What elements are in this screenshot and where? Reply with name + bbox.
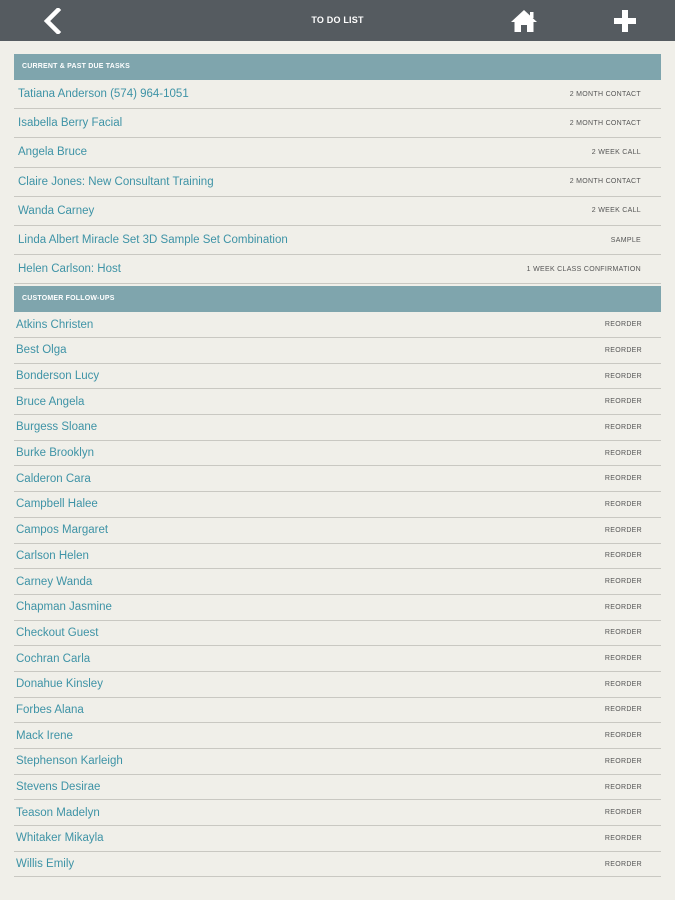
item-name: Calderon Cara <box>16 472 91 485</box>
followup-row[interactable] <box>14 492 661 518</box>
item-type-label: REORDER <box>604 398 642 406</box>
item-type-label: 2 MONTH CONTACT <box>569 90 641 98</box>
item-name: Donahue Kinsley <box>16 678 103 691</box>
item-type-label: SAMPLE <box>610 236 641 244</box>
top-navigation-bar <box>0 0 675 41</box>
followup-row[interactable] <box>14 698 661 724</box>
item-type-label: REORDER <box>604 372 642 380</box>
item-type-label: REORDER <box>604 680 642 688</box>
item-name: Angela Bruce <box>18 146 88 159</box>
item-type-label: REORDER <box>604 578 642 586</box>
item-type-label: REORDER <box>604 603 642 611</box>
item-type-label: 2 MONTH CONTACT <box>569 178 641 186</box>
item-type-label: REORDER <box>604 321 642 329</box>
followup-row[interactable] <box>14 364 661 390</box>
item-name: Claire Jones: New Consultant Training <box>18 175 214 188</box>
item-name: Whitaker Mikayla <box>16 832 104 845</box>
item-type-label: REORDER <box>604 475 642 483</box>
item-type-label: 2 WEEK CALL <box>591 207 641 215</box>
item-name: Willis Emily <box>16 858 75 871</box>
task-row[interactable] <box>14 168 661 197</box>
followup-row[interactable] <box>14 646 661 672</box>
item-name: Checkout Guest <box>16 626 99 639</box>
item-name: Bonderson Lucy <box>16 370 100 383</box>
item-type-label: REORDER <box>604 732 642 740</box>
item-name: Helen Carlson: Host <box>18 263 121 276</box>
followup-row[interactable] <box>14 415 661 441</box>
item-type-label: REORDER <box>604 860 642 868</box>
task-row[interactable] <box>14 226 661 255</box>
item-type-label: REORDER <box>604 552 642 560</box>
item-type-label: 2 WEEK CALL <box>591 148 641 156</box>
item-name: Campos Margaret <box>16 524 109 537</box>
followup-row[interactable] <box>14 441 661 467</box>
followup-row[interactable] <box>14 621 661 647</box>
followup-row[interactable] <box>14 852 661 878</box>
followup-row[interactable] <box>14 518 661 544</box>
item-name: Campbell Halee <box>16 498 98 511</box>
section-header-followups: CUSTOMER FOLLOW-UPS <box>14 286 661 312</box>
followup-row[interactable] <box>14 800 661 826</box>
item-name: Carney Wanda <box>16 575 93 588</box>
item-type-label: REORDER <box>604 834 642 842</box>
section-header-tasks: CURRENT & PAST DUE TASKS <box>14 54 661 80</box>
page-title: TO DO LIST <box>311 15 364 25</box>
item-name: Mack Irene <box>16 729 73 742</box>
item-name: Burgess Sloane <box>16 421 98 434</box>
plus-icon[interactable] <box>610 0 640 41</box>
followup-row[interactable] <box>14 544 661 570</box>
item-type-label: REORDER <box>604 706 642 714</box>
followup-row[interactable] <box>14 826 661 852</box>
item-name: Chapman Jasmine <box>16 601 112 614</box>
item-type-label: REORDER <box>604 449 642 457</box>
task-row[interactable] <box>14 255 661 284</box>
task-row[interactable] <box>14 80 661 109</box>
home-icon[interactable] <box>508 0 540 41</box>
item-type-label: REORDER <box>604 423 642 431</box>
followup-row[interactable] <box>14 723 661 749</box>
followup-row[interactable] <box>14 312 661 338</box>
task-row[interactable] <box>14 109 661 138</box>
item-name: Carlson Helen <box>16 549 89 562</box>
item-type-label: REORDER <box>604 526 642 534</box>
followup-row[interactable] <box>14 389 661 415</box>
item-type-label: REORDER <box>604 629 642 637</box>
followup-row[interactable] <box>14 775 661 801</box>
item-name: Wanda Carney <box>18 204 95 217</box>
item-name: Best Olga <box>16 344 67 357</box>
item-name: Cochran Carla <box>16 652 91 665</box>
item-name: Stephenson Karleigh <box>16 755 123 768</box>
item-name: Forbes Alana <box>16 703 84 716</box>
item-name: Atkins Christen <box>16 318 94 331</box>
main-content <box>0 41 675 877</box>
tasks-list <box>14 80 661 284</box>
followups-list <box>14 312 661 877</box>
task-row[interactable] <box>14 138 661 167</box>
task-row[interactable] <box>14 197 661 226</box>
followup-row[interactable] <box>14 672 661 698</box>
item-name: Linda Albert Miracle Set 3D Sample Set Combination <box>18 234 288 247</box>
item-name: Isabella Berry Facial <box>18 117 123 130</box>
item-type-label: REORDER <box>604 500 642 508</box>
item-name: Burke Brooklyn <box>16 447 94 460</box>
item-type-label: REORDER <box>604 346 642 354</box>
followup-row[interactable] <box>14 569 661 595</box>
followup-row[interactable] <box>14 466 661 492</box>
item-type-label: REORDER <box>604 809 642 817</box>
followup-row[interactable] <box>14 595 661 621</box>
item-name: Stevens Desirae <box>16 781 101 794</box>
item-type-label: 1 WEEK CLASS CONFIRMATION <box>526 265 641 273</box>
followup-row[interactable] <box>14 338 661 364</box>
item-type-label: REORDER <box>604 783 642 791</box>
item-name: Tatiana Anderson (574) 964-1051 <box>18 88 189 101</box>
item-type-label: 2 MONTH CONTACT <box>569 119 641 127</box>
item-type-label: REORDER <box>604 655 642 663</box>
item-name: Bruce Angela <box>16 395 85 408</box>
item-name: Teason Madelyn <box>16 806 100 819</box>
followup-row[interactable] <box>14 749 661 775</box>
item-type-label: REORDER <box>604 757 642 765</box>
